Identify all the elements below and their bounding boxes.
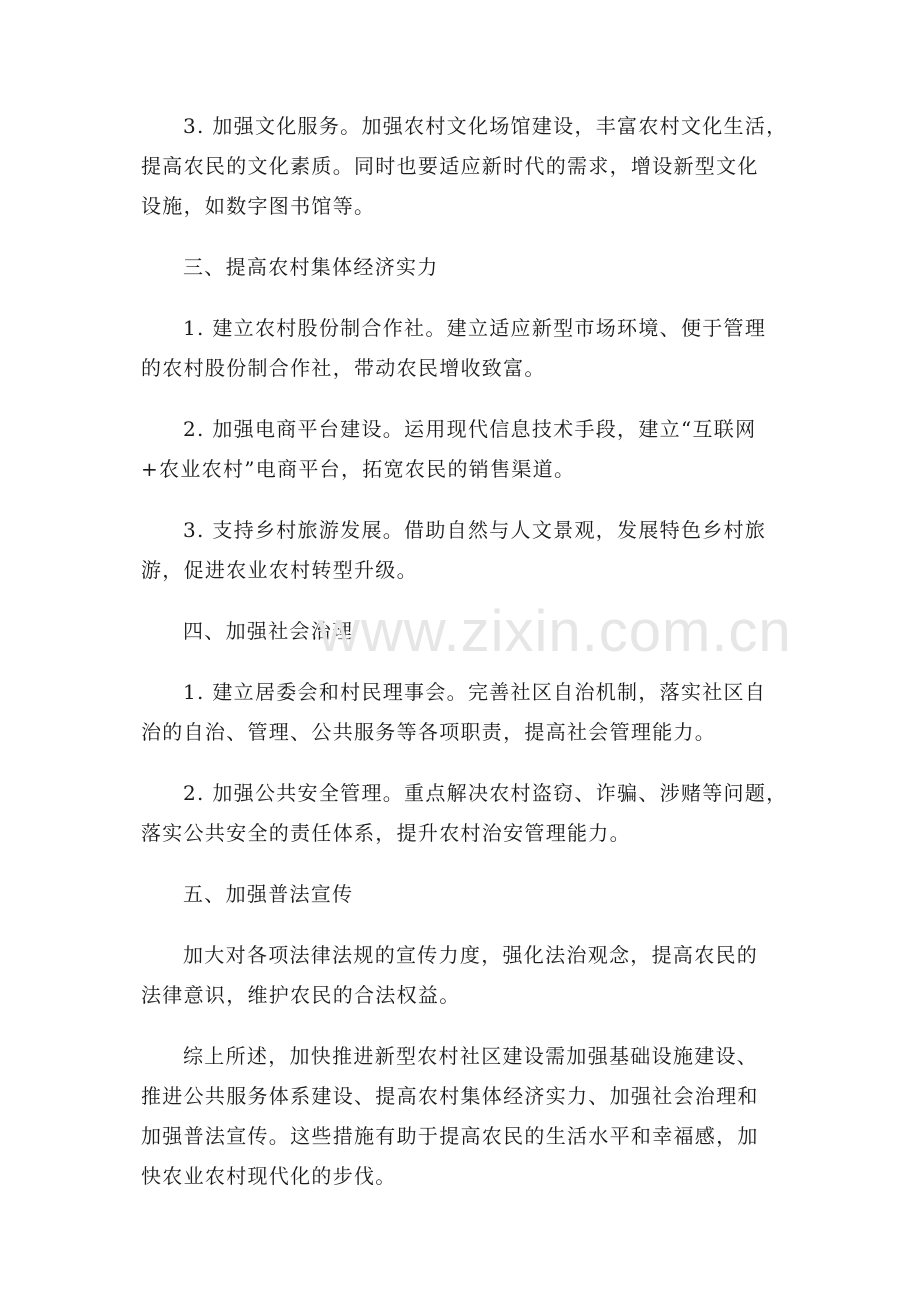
paragraph-culture-service: [141, 106, 801, 226]
paragraph-line: 3. 支持乡村旅游发展。借助自然与人文景观，发展特色乡村旅: [183, 518, 767, 542]
paragraph-ecommerce: [141, 409, 801, 489]
paragraph-line: 2. 加强电商平台建设。运用现代信息技术手段，建立“互联网: [183, 417, 757, 441]
paragraph-public-safety: [141, 773, 801, 853]
section-heading: 四、加强社会治理: [183, 619, 354, 643]
paragraph-rural-tourism: [141, 510, 801, 590]
paragraph-line: 的农村股份制合作社，带动农民增收致富。: [141, 356, 546, 380]
paragraph-line: 3. 加强文化服务。加强农村文化场馆建设，丰富农村文化生活，: [183, 114, 788, 138]
paragraph-line: 加大对各项法律法规的宣传力度，强化法治观念，提高农民的: [183, 943, 759, 967]
paragraph-line: 提高农民的文化素质。同时也要适应新时代的需求，增设新型文化: [141, 154, 759, 178]
paragraph-cooperative: [141, 308, 801, 388]
paragraph-line: 快农业农村现代化的步伐。: [141, 1164, 397, 1188]
paragraph-line: 2. 加强公共安全管理。重点解决农村盗窃、诈骗、涉赌等问题，: [183, 781, 788, 805]
watermark: www.zixin.com.cn: [318, 599, 792, 664]
section-heading-collective-economy: [141, 247, 801, 287]
paragraph-line: 落实公共安全的责任体系，提升农村治安管理能力。: [141, 821, 631, 845]
section-heading-legal-publicity: [141, 874, 801, 914]
paragraph-line: 设施，如数字图书馆等。: [141, 194, 376, 218]
section-heading: 五、加强普法宣传: [183, 882, 354, 906]
section-heading-social-governance: [141, 611, 801, 651]
paragraph-line: 游，促进农业农村转型升级。: [141, 558, 418, 582]
paragraph-line: 综上所述，加快推进新型农村社区建设需加强基础设施建设、: [183, 1044, 759, 1068]
paragraph-legal-awareness: [141, 935, 801, 1015]
paragraph-line: 加强普法宣传。这些措施有助于提高农民的生活水平和幸福感，加: [141, 1124, 759, 1148]
paragraph-line: 1. 建立农村股份制合作社。建立适应新型市场环境、便于管理: [183, 316, 767, 340]
section-heading: 三、提高农村集体经济实力: [183, 255, 439, 279]
paragraph-line: +农业农村”电商平台，拓宽农民的销售渠道。: [141, 457, 576, 481]
paragraph-line: 1. 建立居委会和村民理事会。完善社区自治机制，落实社区自: [183, 680, 767, 704]
document-body: [141, 106, 801, 1217]
paragraph-conclusion: [141, 1036, 801, 1196]
paragraph-line: 法律意识，维护农民的合法权益。: [141, 983, 461, 1007]
paragraph-line: 推进公共服务体系建设、提高农村集体经济实力、加强社会治理和: [141, 1084, 759, 1108]
paragraph-line: 治的自治、管理、公共服务等各项职责，提高社会管理能力。: [141, 720, 717, 744]
paragraph-village-council: [141, 672, 801, 752]
